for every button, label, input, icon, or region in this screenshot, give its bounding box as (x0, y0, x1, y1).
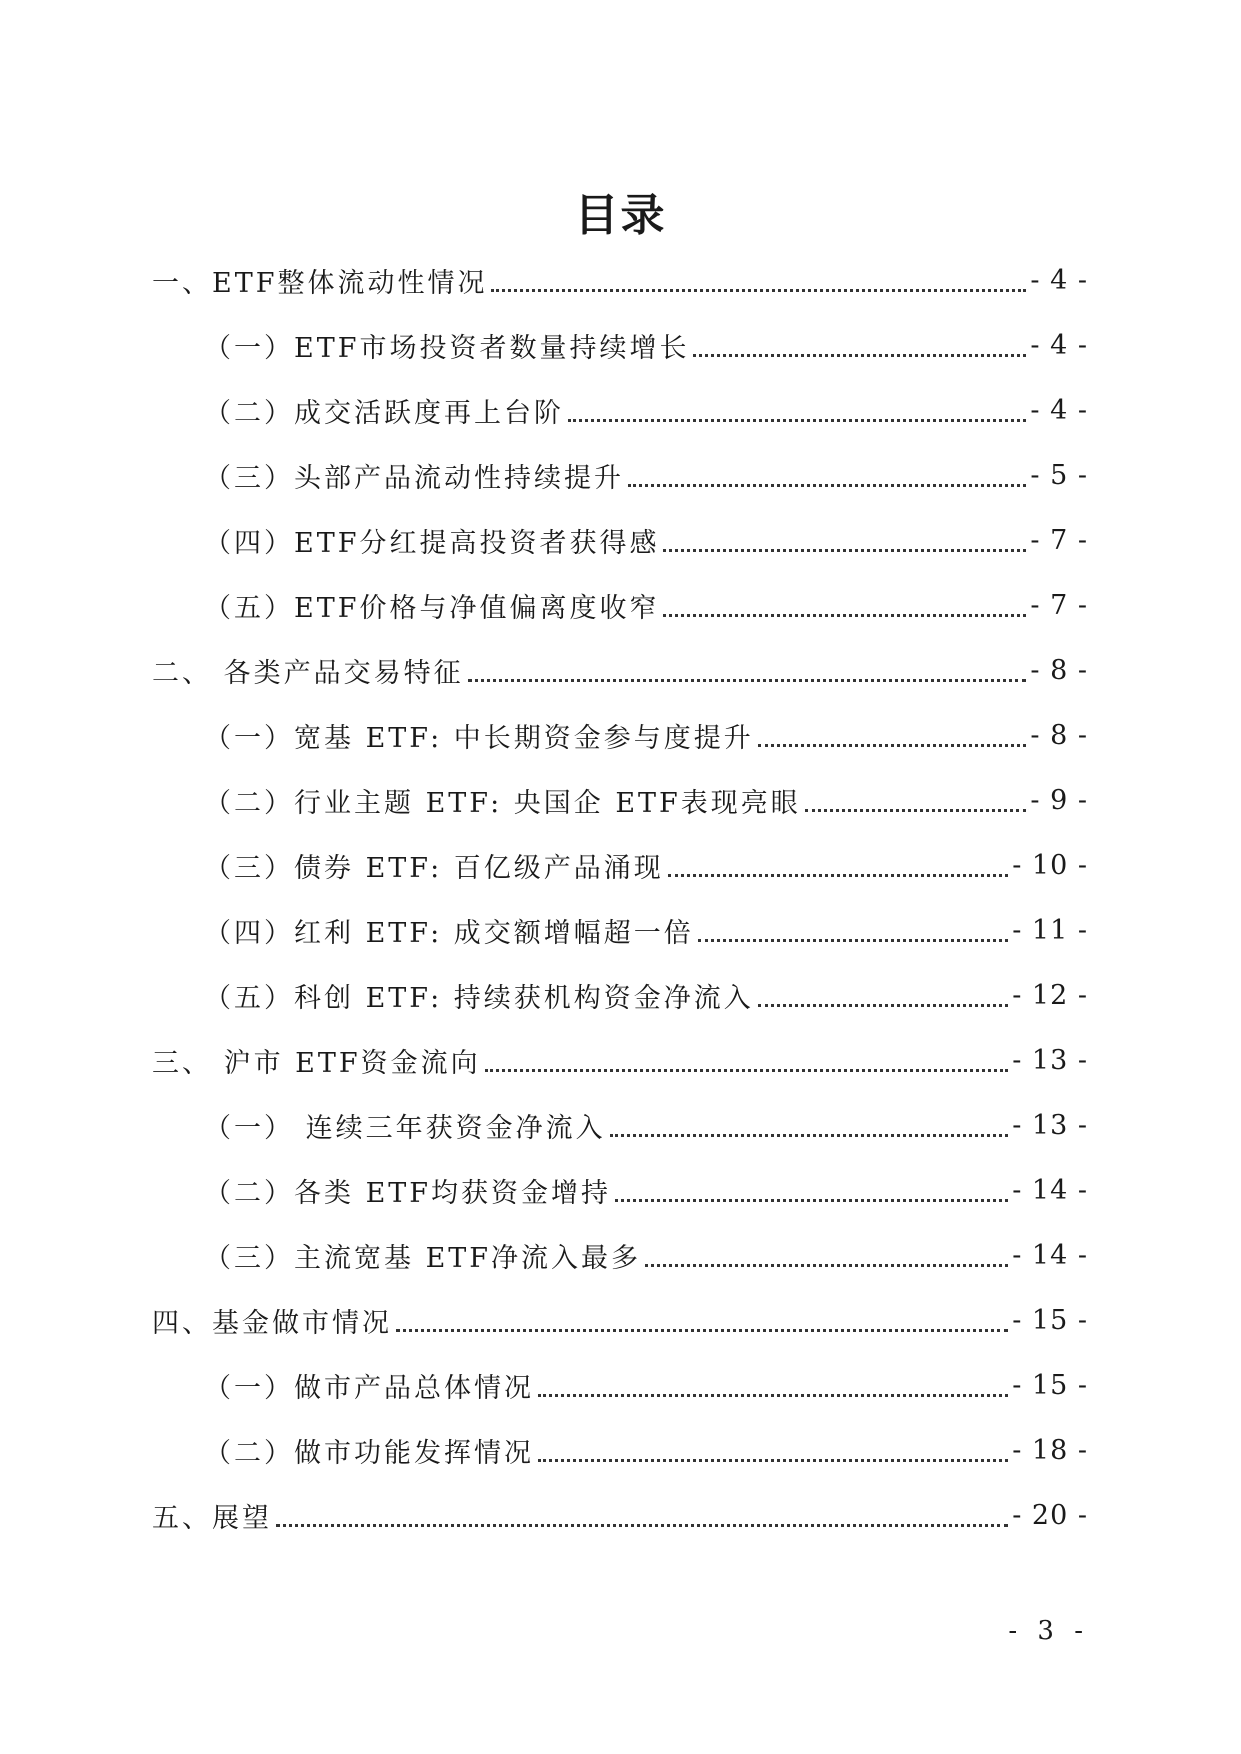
dot-leader (698, 939, 1008, 942)
toc-entry[interactable] (152, 1158, 1088, 1223)
toc-entry[interactable] (152, 378, 1088, 443)
toc-entry[interactable] (152, 898, 1088, 963)
toc-entry-page: - 20 - (1012, 1500, 1088, 1531)
toc-entry-title: （一） 连续三年获资金净流入 (204, 1113, 606, 1144)
toc-entry-title: 二、 各类产品交易特征 (152, 658, 464, 689)
toc-entry-page: - 5 - (1030, 460, 1088, 491)
dot-leader (538, 1459, 1008, 1462)
page-number: - 3 - (1008, 1616, 1089, 1646)
table-of-contents (152, 248, 1088, 1548)
toc-entry-page: - 12 - (1012, 980, 1088, 1011)
toc-entry[interactable] (152, 1028, 1088, 1093)
dot-leader (276, 1524, 1008, 1527)
toc-entry-title: 三、 沪市 ETF资金流向 (152, 1048, 481, 1079)
toc-entry-page: - 13 - (1012, 1110, 1088, 1141)
toc-entry-page: - 8 - (1030, 655, 1088, 686)
toc-entry[interactable] (152, 1483, 1088, 1548)
toc-entry-page: - 15 - (1012, 1305, 1088, 1336)
toc-entry-title: （二）各类 ETF均获资金增持 (204, 1178, 612, 1209)
toc-entry[interactable] (152, 768, 1088, 833)
toc-entry[interactable] (152, 833, 1088, 898)
dot-leader (485, 1069, 1009, 1072)
dot-leader (396, 1329, 1008, 1332)
dot-leader (668, 874, 1008, 877)
toc-entry-page: - 7 - (1030, 590, 1088, 621)
toc-entry[interactable] (152, 1288, 1088, 1353)
toc-entry[interactable] (152, 1093, 1088, 1158)
toc-entry-title: （一）ETF市场投资者数量持续增长 (204, 333, 690, 364)
toc-entry-title: （三）债券 ETF: 百亿级产品涌现 (204, 853, 664, 884)
toc-entry-title: 四、基金做市情况 (152, 1308, 392, 1339)
dot-leader (491, 289, 1026, 292)
toc-entry-page: - 14 - (1012, 1240, 1088, 1271)
dot-leader (568, 419, 1026, 422)
toc-entry[interactable] (152, 508, 1088, 573)
toc-entry[interactable] (152, 638, 1088, 703)
toc-entry[interactable] (152, 963, 1088, 1028)
toc-entry-page: - 18 - (1012, 1435, 1088, 1466)
toc-entry[interactable] (152, 1223, 1088, 1288)
toc-entry-page: - 7 - (1030, 525, 1088, 556)
dot-leader (468, 679, 1027, 682)
toc-entry-page: - 10 - (1012, 850, 1088, 881)
dot-leader (538, 1394, 1008, 1397)
toc-entry-title: （二）做市功能发挥情况 (204, 1438, 534, 1469)
toc-entry-title: （五）科创 ETF: 持续获机构资金净流入 (204, 983, 754, 1014)
toc-entry[interactable] (152, 313, 1088, 378)
dot-leader (610, 1134, 1009, 1137)
toc-entry-page: - 14 - (1012, 1175, 1088, 1206)
dot-leader (663, 614, 1026, 617)
toc-entry-page: - 4 - (1030, 330, 1088, 361)
toc-entry[interactable] (152, 703, 1088, 768)
toc-entry-title: 一、ETF整体流动性情况 (152, 268, 488, 299)
dot-leader (615, 1199, 1008, 1202)
toc-entry-title: 五、展望 (152, 1503, 272, 1534)
toc-entry[interactable] (152, 573, 1088, 638)
toc-entry-title: （五）ETF价格与净值偏离度收窄 (204, 593, 660, 624)
toc-entry[interactable] (152, 443, 1088, 508)
toc-entry-page: - 15 - (1012, 1370, 1088, 1401)
dot-leader (758, 744, 1027, 747)
toc-entry-page: - 8 - (1030, 720, 1088, 751)
dot-leader (758, 1004, 1008, 1007)
toc-entry-title: （三）主流宽基 ETF净流入最多 (204, 1243, 642, 1274)
toc-entry-title: （二）行业主题 ETF: 央国企 ETF表现亮眼 (204, 788, 801, 819)
toc-entry[interactable] (152, 248, 1088, 313)
toc-entry-page: - 11 - (1012, 915, 1088, 946)
toc-entry-page: - 4 - (1030, 265, 1088, 296)
dot-leader (693, 354, 1026, 357)
toc-entry-title: （一）宽基 ETF: 中长期资金参与度提升 (204, 723, 754, 754)
toc-entry-title: （四）ETF分红提高投资者获得感 (204, 528, 660, 559)
dot-leader (628, 484, 1026, 487)
toc-entry[interactable] (152, 1418, 1088, 1483)
toc-entry-page: - 13 - (1012, 1045, 1088, 1076)
toc-entry-title: （三）头部产品流动性持续提升 (204, 463, 624, 494)
toc-title: 目录 (574, 190, 667, 241)
toc-entry-title: （四）红利 ETF: 成交额增幅超一倍 (204, 918, 694, 949)
toc-entry-title: （一）做市产品总体情况 (204, 1373, 534, 1404)
toc-entry[interactable] (152, 1353, 1088, 1418)
dot-leader (805, 809, 1027, 812)
dot-leader (663, 549, 1026, 552)
toc-entry-title: （二）成交活跃度再上台阶 (204, 398, 564, 429)
toc-entry-page: - 9 - (1030, 785, 1088, 816)
dot-leader (645, 1264, 1008, 1267)
toc-entry-page: - 4 - (1030, 395, 1088, 426)
